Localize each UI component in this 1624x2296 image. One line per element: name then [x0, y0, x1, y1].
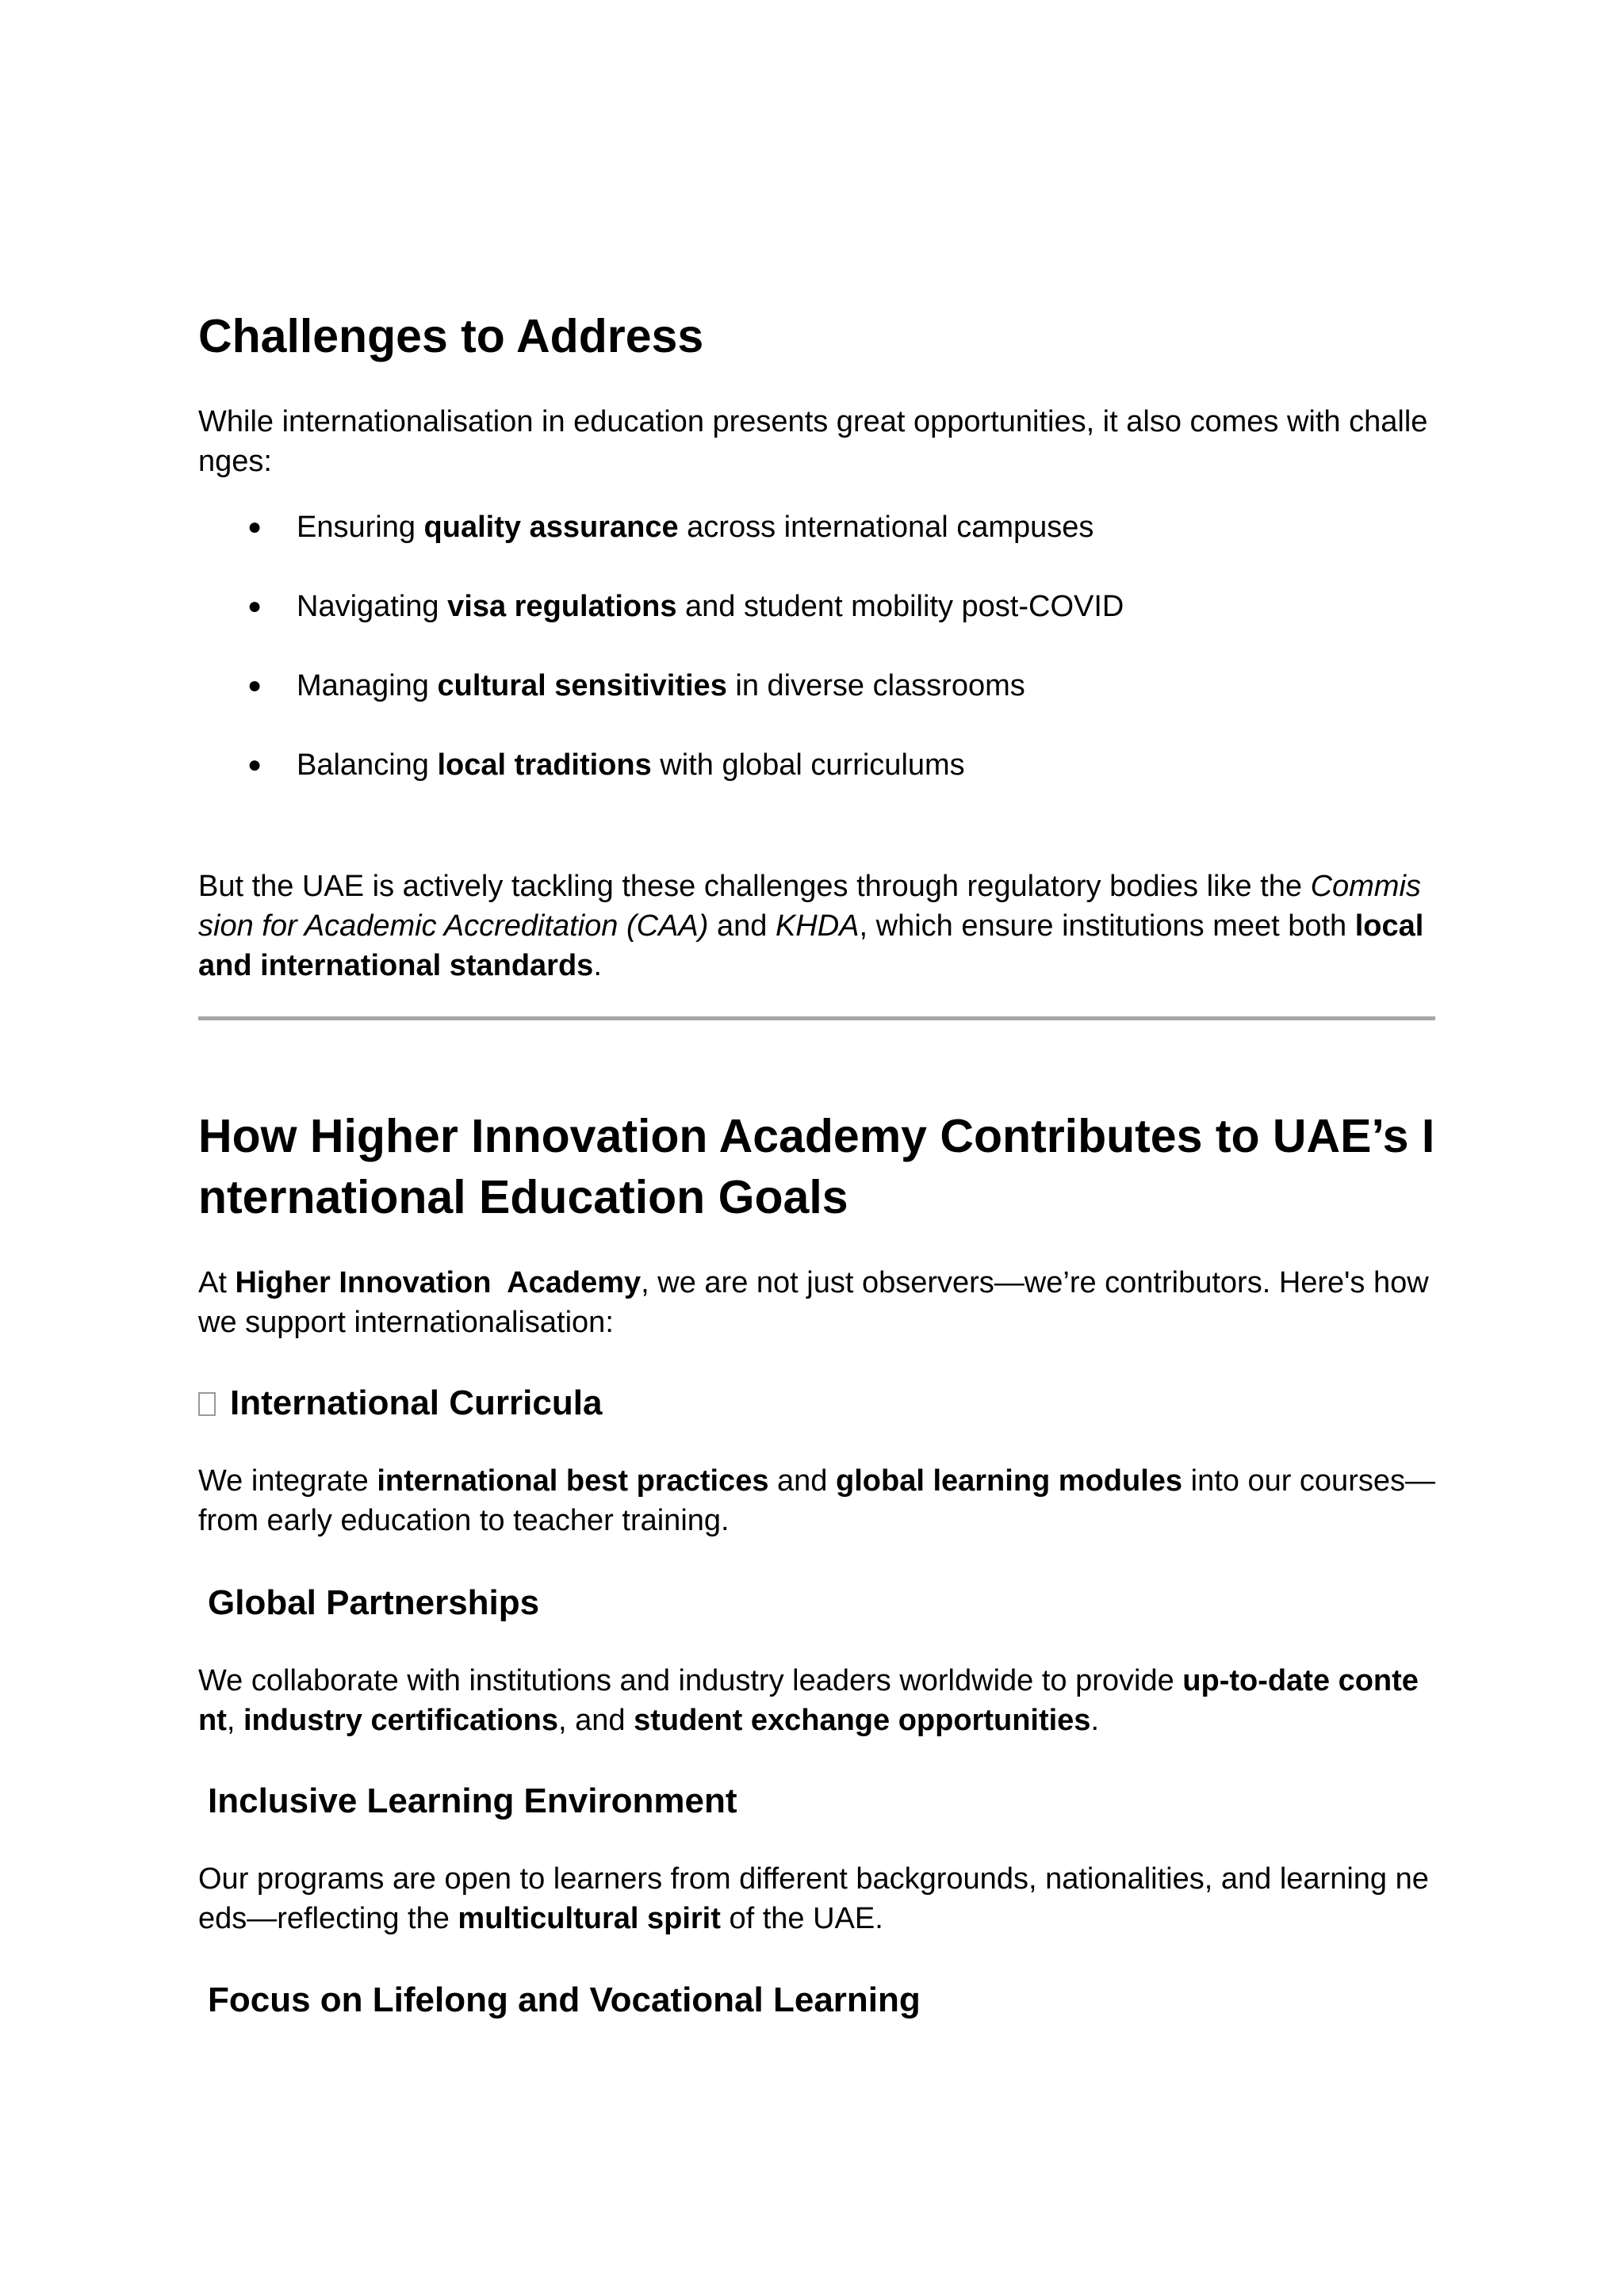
missing-glyph-icon: [198, 1392, 216, 1416]
contributions-intro: At Higher Innovation Academy, we are not just observers—we’re contributors. Here's how we support internationalisation:: [198, 1266, 1429, 1339]
challenges-intro: While internationalisation in education presents great opportunities, it also comes with challenges:: [198, 405, 1428, 478]
curricula-paragraph: We integrate international best practices and global learning modules into our courses—from early education to teacher training.: [198, 1464, 1435, 1537]
challenges-closing-paragraph: But the UAE is actively tackling these challenges through regulatory bodies like the Commission for Academic Accreditation (CAA) and KHDA, which ensure institutions meet both local and international standards.: [198, 870, 1424, 982]
subheading-inclusive-learning: Inclusive Learning Environment: [208, 1781, 737, 1820]
horizontal-divider: [198, 1016, 1435, 1020]
challenges-list: [198, 507, 1435, 825]
list-item: ● Navigating visa regulations and student mobility post-COVID: [198, 587, 1435, 666]
bullet-icon: ●: [247, 593, 262, 619]
document-page: [198, 0, 1435, 2296]
subheading-global-partnerships: Global Partnerships: [208, 1583, 540, 1622]
partnerships-paragraph: We collaborate with institutions and industry leaders worldwide to provide up-to-date content, industry certifications, and student exchange opportunities.: [198, 1664, 1419, 1737]
list-item: ● Balancing local traditions with global curriculums: [198, 745, 1435, 825]
section-heading-challenges: Challenges to Address: [198, 310, 704, 362]
subheading-international-curricula: International Curricula: [198, 1381, 1435, 1425]
bullet-icon: ●: [247, 672, 262, 698]
bullet-icon: ●: [247, 514, 262, 540]
subheading-lifelong-learning: Focus on Lifelong and Vocational Learning: [208, 1980, 921, 2019]
bullet-icon: ●: [247, 752, 262, 778]
list-item: ● Managing cultural sensitivities in diverse classrooms: [198, 666, 1435, 745]
section-heading-contributions: How Higher Innovation Academy Contributes to UAE’s International Education Goals: [198, 1110, 1435, 1223]
inclusive-learning-paragraph: Our programs are open to learners from different backgrounds, nationalities, and learning needs—reflecting the multicultural spirit of the UAE.: [198, 1862, 1429, 1935]
list-item: ● Ensuring quality assurance across international campuses: [198, 507, 1435, 587]
